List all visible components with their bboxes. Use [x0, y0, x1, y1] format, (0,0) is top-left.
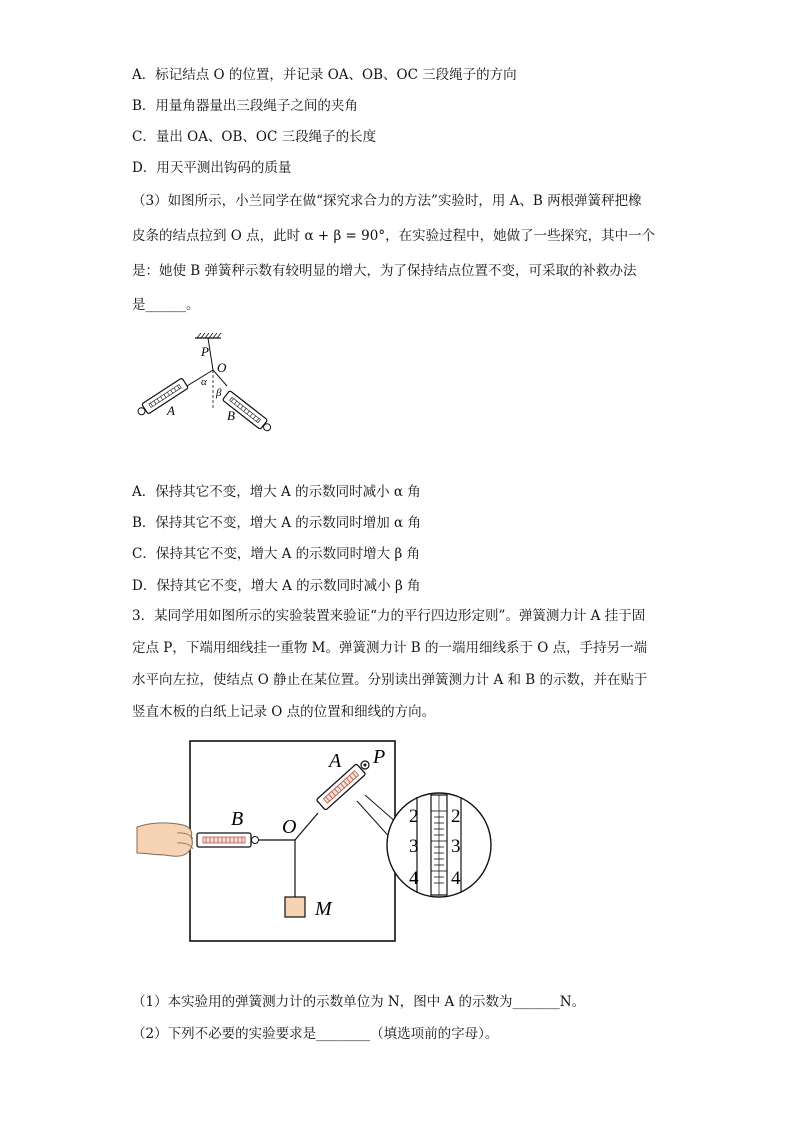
p3-line3: 水平向左拉，使结点 O 静止在某位置。分别读出弹簧测力计 A 和 B 的示数，并在贴于: [132, 672, 648, 688]
label-a: A: [167, 403, 175, 418]
q3-line3: 是：她使 B 弹簧秤示数有较明显的增大，为了保持结点位置不变，可采取的补救办法: [132, 263, 637, 279]
q3-line1: （3）如图所示，小兰同学在做“探究求合力的方法”实验时，用 A、B 两根弹簧秤把橡: [132, 193, 642, 209]
label-b: B: [227, 408, 235, 423]
p3-line4: 竖直木板的白纸上记录 O 点的位置和细线的方向。: [132, 704, 436, 720]
figure-board-apparatus: [135, 735, 505, 945]
scale-right-4: 4: [451, 868, 461, 889]
option-c: C．量出 OA、OB、OC 三段绳子的长度: [132, 129, 377, 145]
label-m2: M: [315, 898, 332, 920]
subq-1: （1）本实验用的弹簧测力计的示数单位为 N，图中 A 的示数为_______N。: [132, 994, 586, 1010]
scale-left-3: 3: [409, 836, 419, 857]
option-a: A．标记结点 O 的位置，并记录 OA、OB、OC 三段绳子的方向: [132, 67, 517, 83]
q3-option-c: C．保持其它不变，增大 A 的示数同时增大 β 角: [132, 546, 421, 562]
weight-m: [285, 897, 305, 917]
scale-left-2: 2: [409, 806, 419, 827]
label-a2: A: [329, 750, 342, 772]
figure-spring-balances: [135, 332, 275, 432]
p3-line1: 3．某同学用如图所示的实验装置来验证“力的平行四边形定则”。弹簧测力计 A 挂于固: [132, 608, 646, 624]
spring-balance-b: [197, 833, 259, 847]
label-b2: B: [231, 808, 244, 830]
option-b: B．用量角器量出三段绳子之间的夹角: [132, 98, 358, 114]
option-d: D．用天平测出钩码的质量: [132, 160, 292, 176]
label-alpha: α: [201, 376, 207, 388]
label-beta: β: [216, 387, 222, 399]
q3-option-b: B．保持其它不变，增大 A 的示数同时增加 α 角: [132, 515, 421, 531]
scale-right-2: 2: [451, 806, 461, 827]
q3-option-a: A．保持其它不变，增大 A 的示数同时减小 α 角: [132, 484, 421, 500]
label-o2: O: [282, 816, 297, 838]
q3-line2: 皮条的结点拉到 O 点，此时 α + β = 90°，在实验过程中，她做了一些探究，其中一个: [132, 228, 656, 244]
scale-left-4: 4: [409, 868, 419, 889]
subq-2: （2）下列不必要的实验要求是________（填选项前的字母）。: [132, 1026, 499, 1042]
q3-option-d: D．保持其它不变，增大 A 的示数同时减小 β 角: [132, 578, 421, 594]
q3-line4: 是______。: [132, 297, 200, 313]
label-p2: P: [373, 746, 386, 768]
p3-line2: 定点 P，下端用细线挂一重物 M。弹簧测力计 B 的一端用细线系于 O 点，手持另一端: [132, 640, 648, 656]
label-o: O: [217, 360, 227, 375]
label-p: P: [201, 344, 209, 359]
scale-right-3: 3: [451, 836, 461, 857]
